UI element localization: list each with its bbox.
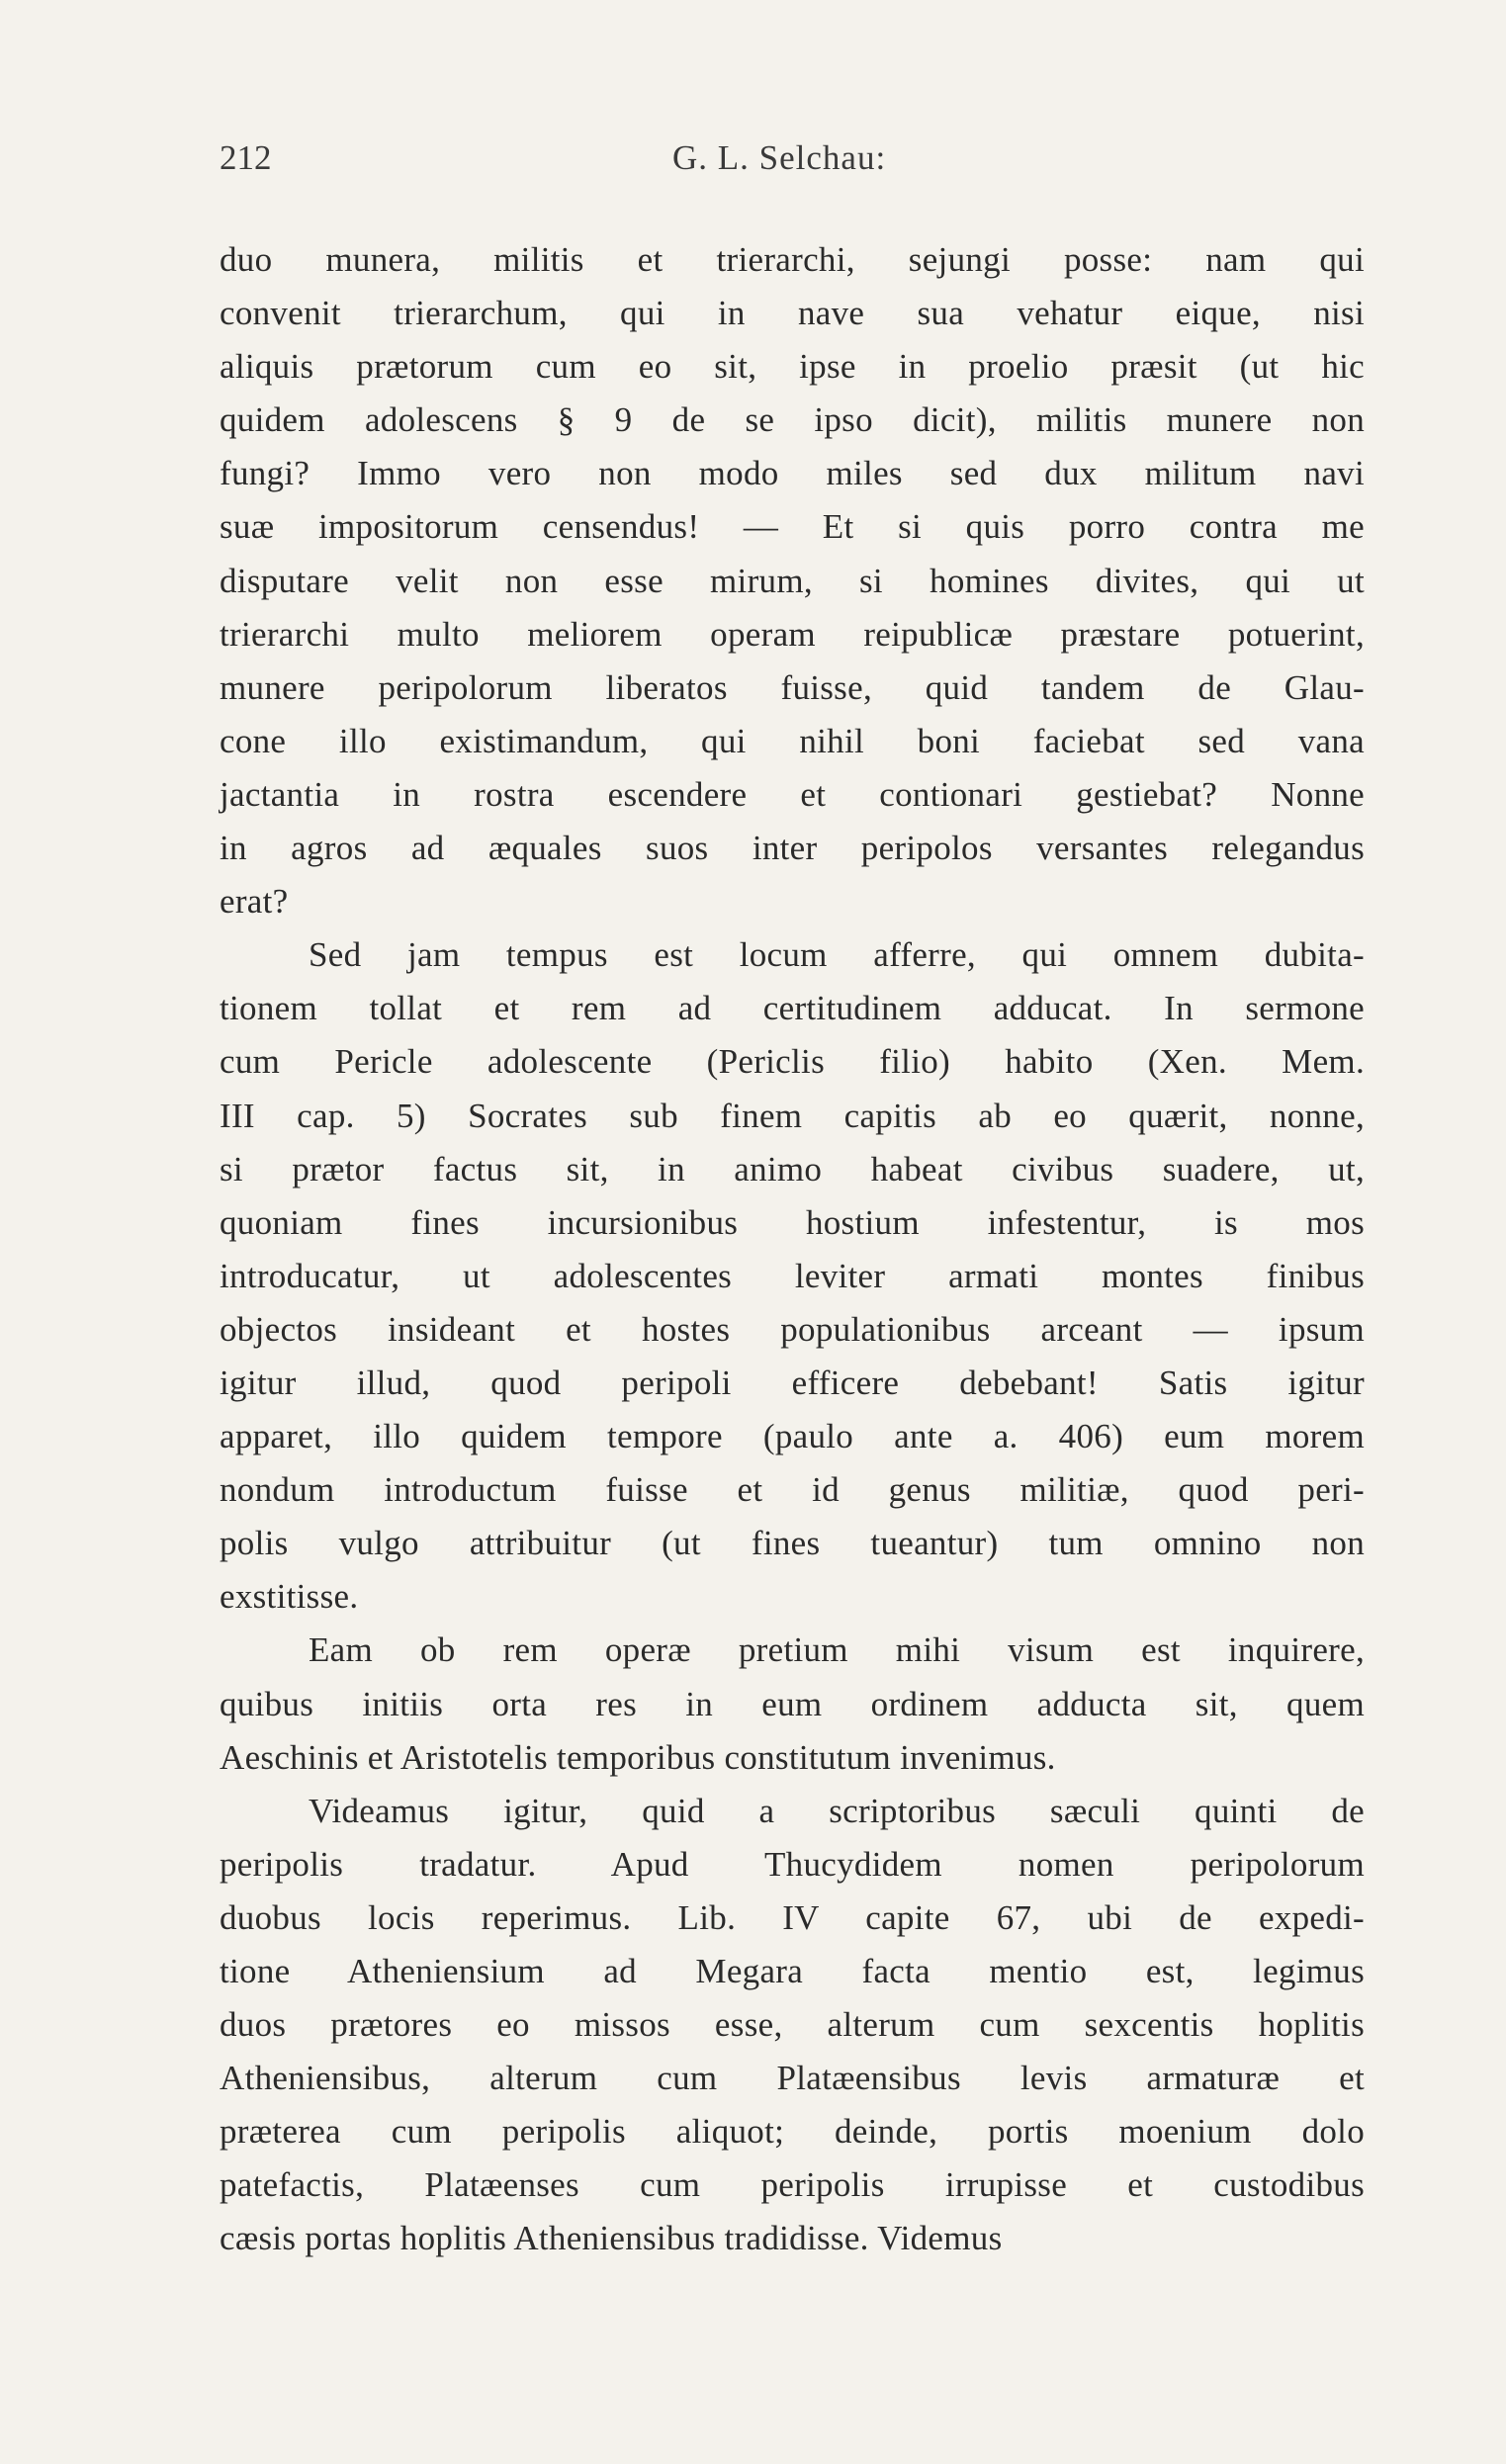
text-line: cæsis portas hoplitis Atheniensibus tradidisse. Videmus bbox=[220, 2219, 1003, 2258]
text-line: suæ impositorum censendus! — Et si quis porro contra me bbox=[220, 507, 1365, 547]
text-line: disputare velit non esse mirum, si homines divites, qui ut bbox=[220, 561, 1365, 600]
page-header bbox=[220, 138, 1367, 188]
text-line: peripolis tradatur. Apud Thucydidem nomen peripolorum bbox=[220, 1844, 1365, 1884]
text-line: exstitisse. bbox=[220, 1577, 359, 1617]
text-line: III cap. 5) Socrates sub finem capitis ab eo quærit, nonne, bbox=[220, 1096, 1365, 1135]
paragraph bbox=[220, 233, 1365, 928]
text-line: patefactis, Platæenses cum peripolis irrupisse et custodibus bbox=[220, 2165, 1365, 2205]
paragraph bbox=[220, 928, 1365, 1624]
text-line: Sed jam tempus est locum afferre, qui omnem dubita- bbox=[309, 935, 1365, 975]
text-line: præterea cum peripolis aliquot; deinde, portis moenium dolo bbox=[220, 2112, 1365, 2152]
text-line: in agros ad æquales suos inter peripolos versantes relegandus bbox=[220, 829, 1365, 868]
text-line: munere peripolorum liberatos fuisse, quid tandem de Glau- bbox=[220, 667, 1365, 707]
text-line: trierarchi multo meliorem operam reipublicæ præstare potuerint, bbox=[220, 614, 1365, 654]
text-line: Eam ob rem operæ pretium mihi visum est inquirere, bbox=[309, 1630, 1365, 1670]
text-line: polis vulgo attribuitur (ut fines tueantur) tum omnino non bbox=[220, 1524, 1365, 1563]
text-line: nondum introductum fuisse et id genus militiæ, quod peri- bbox=[220, 1470, 1365, 1510]
text-line: tionem tollat et rem ad certitudinem adducat. In sermone bbox=[220, 989, 1365, 1028]
text-line: apparet, illo quidem tempore (paulo ante a. 406) eum morem bbox=[220, 1417, 1365, 1456]
body-text bbox=[220, 233, 1365, 2266]
text-line: quibus initiis orta res in eum ordinem adducta sit, quem bbox=[220, 1684, 1365, 1723]
text-line: cone illo existimandum, qui nihil boni faciebat sed vana bbox=[220, 721, 1365, 760]
text-line: quoniam fines incursionibus hostium infestentur, is mos bbox=[220, 1202, 1365, 1242]
text-line: duo munera, militis et trierarchi, sejungi posse: nam qui bbox=[220, 240, 1365, 279]
running-head: G. L. Selchau: bbox=[672, 138, 887, 177]
page-number: 212 bbox=[220, 138, 272, 177]
text-line: erat? bbox=[220, 882, 289, 922]
text-line: aliquis prætorum cum eo sit, ipse in proelio præsit (ut hic bbox=[220, 347, 1365, 387]
text-line: si prætor factus sit, in animo habeat civibus suadere, ut, bbox=[220, 1149, 1365, 1188]
text-line: duos prætores eo missos esse, alterum cum sexcentis hoplitis bbox=[220, 2005, 1365, 2045]
text-line: introducatur, ut adolescentes leviter armati montes finibus bbox=[220, 1256, 1365, 1295]
text-line: igitur illud, quod peripoli efficere debebant! Satis igitur bbox=[220, 1363, 1365, 1402]
text-line: Videamus igitur, quid a scriptoribus sæculi quinti de bbox=[309, 1791, 1365, 1830]
text-line: convenit trierarchum, qui in nave sua vehatur eique, nisi bbox=[220, 294, 1365, 333]
text-line: objectos insideant et hostes populationibus arceant — ipsum bbox=[220, 1309, 1365, 1349]
text-line: cum Pericle adolescente (Periclis filio) habito (Xen. Mem. bbox=[220, 1042, 1365, 1082]
text-line: duobus locis reperimus. Lib. IV capite 67, ubi de expedi- bbox=[220, 1897, 1365, 1937]
paragraph bbox=[220, 1785, 1365, 2266]
text-line: jactantia in rostra escendere et contionari gestiebat? Nonne bbox=[220, 774, 1365, 814]
text-line: fungi? Immo vero non modo miles sed dux militum navi bbox=[220, 454, 1365, 493]
text-line: tione Atheniensium ad Megara facta mentio est, legimus bbox=[220, 1952, 1365, 1990]
text-line: Aeschinis et Aristotelis temporibus constitutum invenimus. bbox=[220, 1737, 1056, 1777]
text-line: Atheniensibus, alterum cum Platæensibus levis armaturæ et bbox=[220, 2059, 1365, 2098]
paragraph bbox=[220, 1624, 1365, 1784]
text-line: quidem adolescens § 9 de se ipso dicit), militis munere non bbox=[220, 400, 1365, 440]
